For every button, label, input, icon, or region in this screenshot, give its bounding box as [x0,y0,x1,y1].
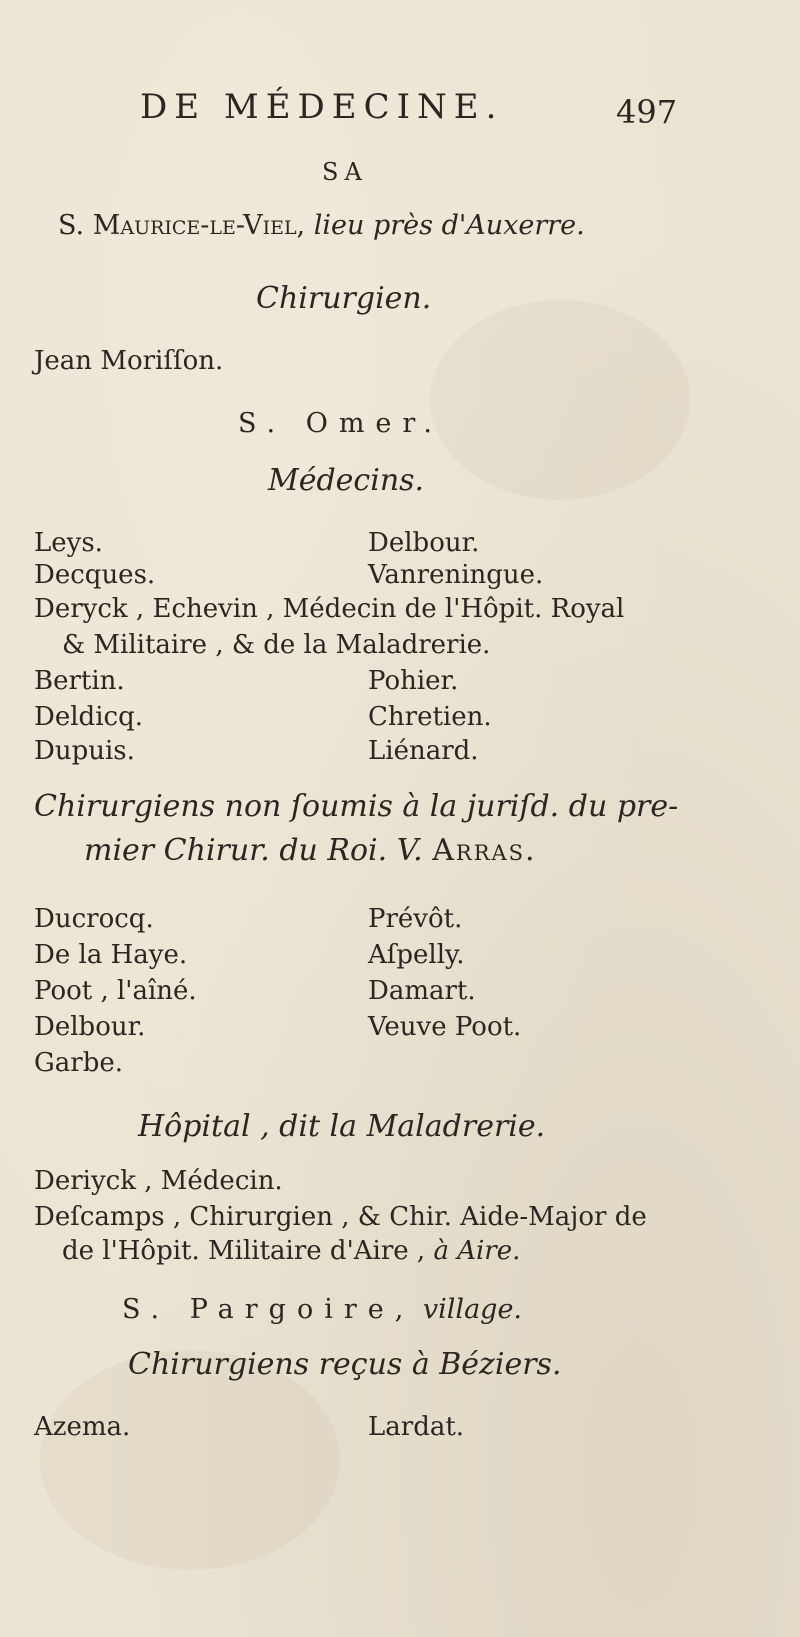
place-description: village. [422,1294,523,1325]
entry-right: Damart. [368,976,476,1006]
entry-left: Leys. [34,528,103,558]
paper-stain [430,300,690,500]
entry-left: Ducrocq. [34,904,154,934]
heading-hopital: Hôpital , dit la Maladrerie. [138,1109,546,1144]
entry-deriyck: Deriyck , Médecin. [34,1166,283,1196]
entry-left: Garbe. [34,1048,123,1078]
paper-stain [40,1350,340,1570]
place-heading-pargoire [122,1296,522,1323]
place-description: lieu près d'Auxerre. [313,210,585,241]
entry-deryck: Deryck , Echevin , Médecin de l'Hôpit. Royal [34,594,625,624]
entry-right: Delbour. [368,528,480,558]
heading-chirurgien: Chirurgien. [256,281,432,316]
entry-descamps: Deſcamps , Chirurgien , & Chir. Aide-Major de [34,1202,647,1232]
place-heading-maurice [58,212,585,239]
entry-right: Pohier. [368,666,459,696]
entry-right: Vanreningue. [368,560,544,590]
heading-chirurgiens-recus: Chirurgiens reçus à Béziers. [128,1347,562,1382]
heading-chirurgiens-non-soumis: Chirurgiens non ſoumis à la juriſd. du pre- [34,789,679,824]
place-name: S. Maurice-le-Viel, [58,210,306,241]
entry-left: Dupuis. [34,736,135,766]
place-name: S. Pargoire, [122,1294,415,1325]
heading-medecins: Médecins. [268,463,425,498]
page-number: 497 [616,93,678,131]
entry-right: Veuve Poot. [368,1012,522,1042]
entry-location: à Aire. [433,1236,521,1266]
signature-mark: SA [322,158,368,186]
entry-right: Lardat. [368,1412,465,1442]
entry-deryck-continued: & Militaire , & de la Maladrerie. [62,630,491,660]
entry-right: Aſpelly. [368,940,465,970]
entry-right: Chretien. [368,702,492,732]
entry-descamps-continued [62,1238,520,1264]
heading-chirurgiens-continued [84,833,537,868]
entry-left: Azema. [34,1412,131,1442]
cross-reference: Arras. [432,833,537,868]
heading-text: mier Chirur. du Roi. V. [84,833,423,868]
entry-left: Deldicq. [34,702,143,732]
entry-left: Decques. [34,560,156,590]
entry-left: Bertin. [34,666,125,696]
entry-left: Poot , l'aîné. [34,976,197,1006]
place-heading-omer: S. Omer. [238,408,443,439]
entry-left: Delbour. [34,1012,146,1042]
entry-name: Jean Moriſſon. [34,346,224,376]
entry-right: Prévôt. [368,904,463,934]
entry-left: De la Haye. [34,940,188,970]
entry-text: de l'Hôpit. Militaire d'Aire , [62,1236,426,1266]
running-title: DE MÉDECINE. [140,87,504,127]
entry-right: Liénard. [368,736,479,766]
